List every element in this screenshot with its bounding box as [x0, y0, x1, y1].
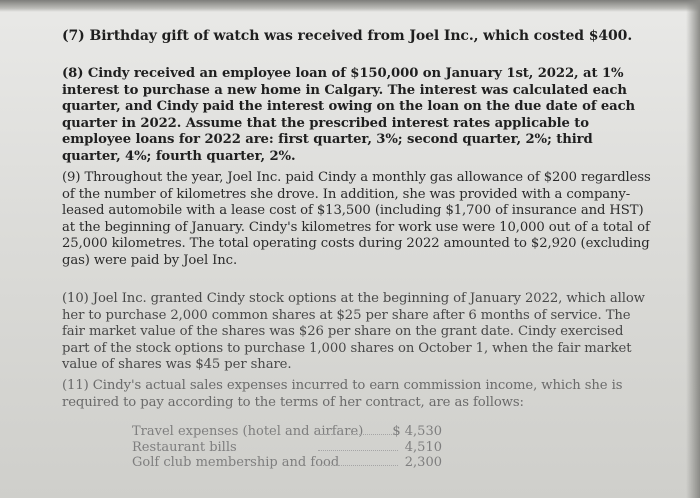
expense-label: Restaurant bills	[132, 439, 237, 455]
dot-leader	[318, 434, 398, 435]
dot-leader	[318, 465, 398, 466]
expense-amount: 4,510	[404, 439, 442, 455]
sales-expenses-list	[132, 424, 442, 471]
item-8-paragraph: (8) Cindy received an employee loan of $150,000 on January 1st, 2022, at 1% interest to purchase a new home in Calgary. The interest was calculated each quarter, and Cindy paid the interest owing on the loan on the due date of each quarter in 2022. Assume that the prescribed interest rates applicable to employee loans for 2022 are: first quarter, 3%; second quarter, 2%; third quarter, 4%; fourth quarter, 2%.	[62, 66, 636, 164]
expense-label: Golf club membership and food	[132, 455, 340, 470]
page-right-shadow	[686, 0, 700, 498]
dot-leader	[318, 450, 398, 451]
expense-row-golf	[132, 455, 442, 471]
expense-amount: $ 4,530	[392, 424, 442, 439]
item-9-paragraph: (9) Throughout the year, Joel Inc. paid Cindy a monthly gas allowance of $200 regardless of the number of kilometres she drove. In addition, she was provided with a company-leased automobile with a lease cost of $13,500 (including $1,700 of insurance and HST) at the beginning of January. Cindy's kilometres for work use were 10,000 out of a total of 25,000 kilometres. The total operating costs during 2022 amounted to $2,920 (excluding gas) were paid by Joel Inc.	[62, 170, 651, 268]
expense-row-travel	[132, 424, 442, 440]
item-10-paragraph: (10) Joel Inc. granted Cindy stock options at the beginning of January 2022, which allow her to purchase 2,000 common shares at $25 per share after 6 months of service. The fair market value of the shares was $26 per share on the grant date. Cindy exercised part of the stock options to purchase 1,000 shares on October 1, when the fair market value of shares was $45 per share.	[62, 291, 645, 372]
expense-amount: 2,300	[404, 455, 442, 470]
expense-label: Travel expenses (hotel and airfare)	[132, 424, 364, 439]
expense-row-restaurant	[132, 440, 442, 456]
page-top-shadow	[0, 0, 700, 12]
item-11-paragraph: (11) Cindy's actual sales expenses incurred to earn commission income, which she is required to pay according to the terms of her contract, are as follows:	[62, 378, 623, 410]
item-7-paragraph: (7) Birthday gift of watch was received from Joel Inc., which costed $400.	[62, 28, 633, 44]
